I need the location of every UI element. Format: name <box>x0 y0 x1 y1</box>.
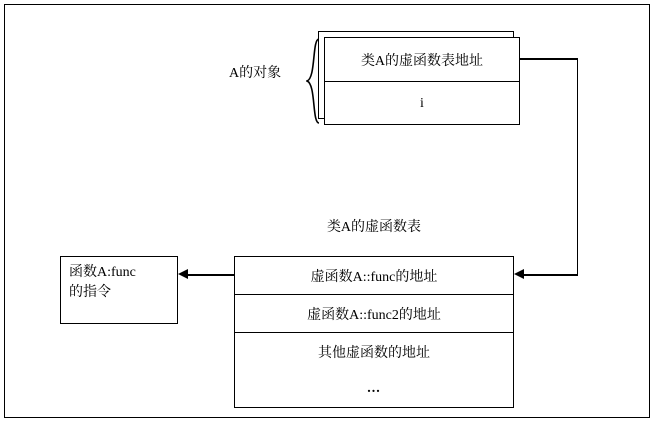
object-a-label: A的对象 <box>229 66 282 81</box>
function-code-box <box>60 256 178 324</box>
vptr-connector-horizontal-bottom <box>524 274 578 276</box>
vtable-row: 虚函数A::func2的地址 <box>235 295 513 333</box>
vtable-title: 类A的虚函数表 <box>326 220 422 235</box>
function-code-line-2: 的指令 <box>69 285 111 301</box>
object-a-member-cell: i <box>420 96 424 111</box>
vtable-row: 其他虚函数的地址 <box>318 346 430 361</box>
vtable-row: 虚函数A::func的地址 <box>235 257 513 295</box>
object-a-brace-icon <box>306 38 320 124</box>
vptr-connector-arrowhead <box>514 269 524 279</box>
func-connector-arrowhead <box>178 269 188 279</box>
object-a-vptr-cell: 类A的虚函数表地址 <box>325 38 519 82</box>
vptr-connector-vertical <box>577 58 579 276</box>
function-code-line-1: 函数A:func <box>69 265 136 280</box>
vtable-box <box>234 256 514 408</box>
func-connector-line <box>188 274 234 276</box>
vptr-connector-horizontal-top <box>520 58 578 60</box>
object-a-box <box>324 37 520 125</box>
vtable-row: ... <box>367 381 381 396</box>
